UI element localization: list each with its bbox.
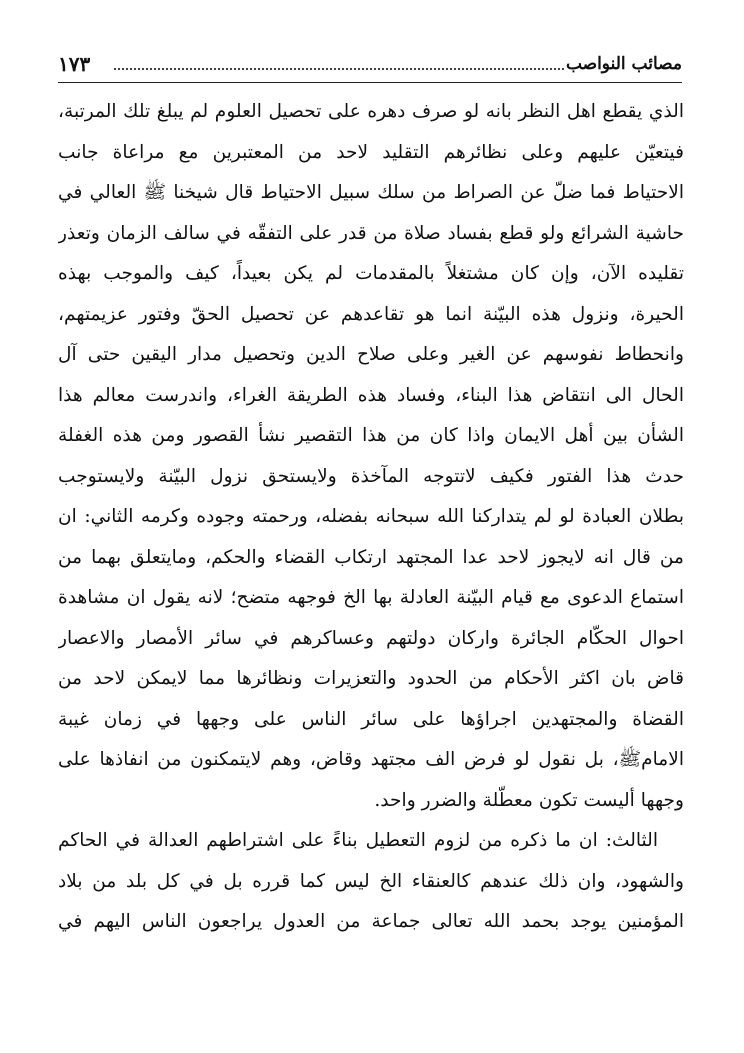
text-line: والشهود، وان ذلك عندهم كالعنقاء الخ ليس كما قرره بل في كل بلد من بلاد: [58, 870, 684, 892]
text-line: الاحتياط فما ضلّ عن الصراط من سلك سبيل الاحتياط قال شيخنا ﷺ العالي في: [58, 182, 684, 203]
body-text: [58, 92, 684, 943]
dotted-leader: [114, 58, 564, 70]
text-line: استماع الدعوى مع قيام البيّنة العادلة بها الخ فوجهه متضح؛ لانه يقول ان مشاهدة: [58, 587, 684, 608]
text-line: احوال الحكّام الجائرة واركان دولتهم وعساكرهم في سائر الأمصار والاعصار: [58, 627, 684, 649]
text-line: الشأن بين أهل الايمان واذا كان من هذا التقصير نشأ القصور ومن هذه الغفلة: [58, 425, 684, 446]
text-line: بطلان العبادة لو لم يتداركنا الله سبحانه بفضله، ورحمته وجوده وكرمه الثاني: ان: [58, 506, 684, 527]
page-header: [58, 48, 682, 83]
running-title: مصائب النواصب: [565, 54, 682, 74]
text-line: حاشية الشرائع ولو قطع بفساد صلاة من قدر على التفقّه في سالف الزمان وتعذر: [58, 222, 684, 244]
text-line: القضاة والمجتهدين اجراؤها على سائر الناس على وجهها في زمان غيبة: [58, 708, 684, 730]
text-line: وانحطاط نفوسهم عن الغير وعلى صلاح الدين وتحصيل مدار اليقين حتى آل: [58, 344, 684, 365]
page-number: ١٧٣: [58, 52, 91, 76]
text-line: فيتعيّن عليهم وعلى نظائرهم التقليد لاحد من المعتبرين مع مراعاة جانب: [58, 141, 684, 163]
text-line: حدث هذا الفتور فكيف لاتتوجه المآخذة ولايستحق نزول البيّنة ولايستوجب: [58, 465, 684, 487]
paragraph-end-line: وجهها أليست تكون معطّلة والضرر واحد.: [374, 789, 684, 811]
text-line: تقليده الآن، وإن كان مشتغلاً بالمقدمات لم يكن بعيداً، كيف والموجب بهذه: [58, 263, 684, 284]
text-line: المؤمنين يوجد بحمد الله تعالى جماعة من العدول يراجعون الناس اليهم في: [58, 911, 684, 932]
text-line: قاض بان اكثر الأحكام من الحدود والتعزيرات ونظائرها مما لايمكن لاحد من: [58, 668, 684, 689]
paragraph-start-line: الثالث: ان ما ذكره من لزوم التعطيل بناءً على اشتراطهم العدالة في الحاكم: [58, 830, 658, 851]
text-line: الذي يقطع اهل النظر بانه لو صرف دهره على تحصيل العلوم لم يبلغ تلك المرتبة،: [58, 101, 684, 122]
text-line: الامامﷺ، بل نقول لو فرض الف مجتهد وقاض، وهم لايتمكنون من انفاذها على: [58, 749, 684, 770]
text-line: من قال انه لايجوز لاحد عدا المجتهد ارتكاب القضاء والحكم، ومايتعلق بهما من: [58, 546, 684, 568]
text-line: الحال الى انتقاض هذا البناء، وفساد هذه الطريقة الغراء، واندرست معالم هذا: [58, 384, 684, 406]
text-line: الحيرة، ونزول هذه البيّنة انما هو تقاعدهم عن تحصيل الحقّ وفتور عزيمتهم،: [58, 303, 684, 325]
